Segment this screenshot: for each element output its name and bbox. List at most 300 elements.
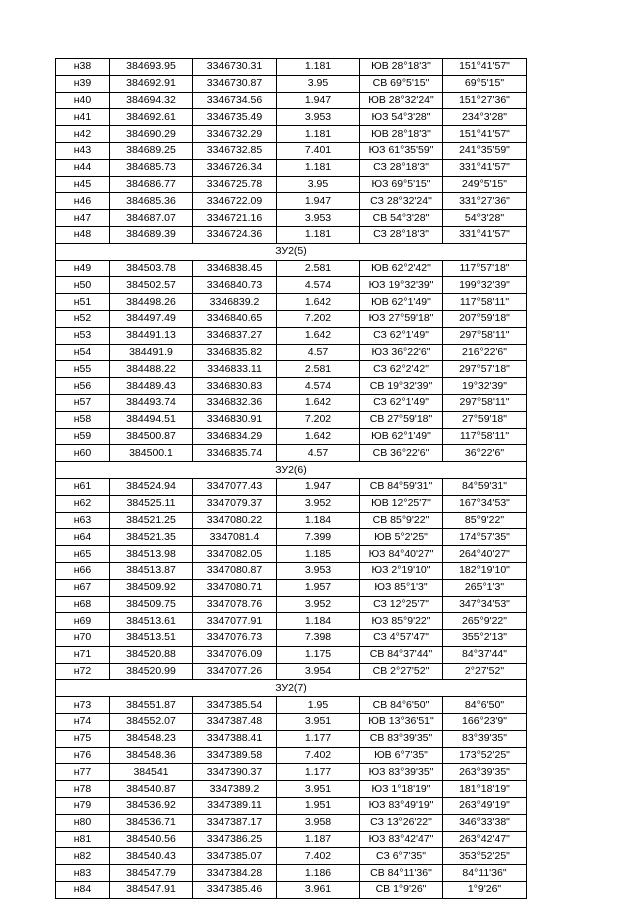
y-coordinate-cell: 3346837.27 bbox=[193, 327, 277, 344]
azimuth-cell: 234°3'28" bbox=[443, 109, 527, 126]
table-row bbox=[56, 277, 527, 294]
x-coordinate-cell: 384689.39 bbox=[110, 226, 193, 243]
x-coordinate-cell: 384540.43 bbox=[110, 848, 193, 865]
rhumb-cell: СВ 69°5'15" bbox=[360, 75, 443, 92]
rhumb-cell: ЮВ 62°2'42" bbox=[360, 260, 443, 277]
point-id-cell: н70 bbox=[56, 630, 110, 647]
x-coordinate-cell: 384498.26 bbox=[110, 294, 193, 311]
azimuth-cell: 117°58'11" bbox=[443, 428, 527, 445]
y-coordinate-cell: 3347388.41 bbox=[193, 730, 277, 747]
table-row bbox=[56, 714, 527, 731]
point-id-cell: н65 bbox=[56, 546, 110, 563]
azimuth-cell: 199°32'39" bbox=[443, 277, 527, 294]
y-coordinate-cell: 3347080.87 bbox=[193, 562, 277, 579]
table-row bbox=[56, 646, 527, 663]
y-coordinate-cell: 3347076.73 bbox=[193, 630, 277, 647]
x-coordinate-cell: 384497.49 bbox=[110, 310, 193, 327]
distance-cell: 1.642 bbox=[277, 428, 360, 445]
azimuth-cell: 353°52'25" bbox=[443, 848, 527, 865]
distance-cell: 1.642 bbox=[277, 294, 360, 311]
x-coordinate-cell: 384536.71 bbox=[110, 814, 193, 831]
rhumb-cell: СВ 36°22'6" bbox=[360, 445, 443, 462]
azimuth-cell: 297°58'11" bbox=[443, 394, 527, 411]
distance-cell: 7.402 bbox=[277, 848, 360, 865]
rhumb-cell: ЮЗ 1°18'19" bbox=[360, 781, 443, 798]
rhumb-cell: СЗ 28°32'24" bbox=[360, 193, 443, 210]
azimuth-cell: 84°6'50" bbox=[443, 697, 527, 714]
azimuth-cell: 151°27'36" bbox=[443, 92, 527, 109]
rhumb-cell: ЮВ 28°18'3" bbox=[360, 126, 443, 143]
distance-cell: 3.95 bbox=[277, 176, 360, 193]
x-coordinate-cell: 384548.23 bbox=[110, 730, 193, 747]
distance-cell: 4.57 bbox=[277, 445, 360, 462]
point-id-cell: н54 bbox=[56, 344, 110, 361]
x-coordinate-cell: 384513.61 bbox=[110, 613, 193, 630]
azimuth-cell: 263°39'35" bbox=[443, 764, 527, 781]
x-coordinate-cell: 384493.74 bbox=[110, 394, 193, 411]
table-row bbox=[56, 193, 527, 210]
table-row bbox=[56, 226, 527, 243]
azimuth-cell: 84°11'36" bbox=[443, 865, 527, 882]
table-row bbox=[56, 260, 527, 277]
rhumb-cell: СЗ 28°18'3" bbox=[360, 159, 443, 176]
x-coordinate-cell: 384489.43 bbox=[110, 378, 193, 395]
azimuth-cell: 346°33'38" bbox=[443, 814, 527, 831]
x-coordinate-cell: 384541 bbox=[110, 764, 193, 781]
rhumb-cell: СВ 54°3'28" bbox=[360, 210, 443, 227]
distance-cell: 1.181 bbox=[277, 159, 360, 176]
table-row bbox=[56, 546, 527, 563]
point-id-cell: н52 bbox=[56, 310, 110, 327]
distance-cell: 7.398 bbox=[277, 630, 360, 647]
table-row bbox=[56, 59, 527, 76]
rhumb-cell: СЗ 62°1'49" bbox=[360, 327, 443, 344]
y-coordinate-cell: 3347385.46 bbox=[193, 882, 277, 899]
point-id-cell: н72 bbox=[56, 663, 110, 680]
rhumb-cell: СВ 84°59'31" bbox=[360, 478, 443, 495]
azimuth-cell: 263°49'19" bbox=[443, 798, 527, 815]
distance-cell: 7.202 bbox=[277, 411, 360, 428]
section-header-row bbox=[56, 462, 527, 479]
rhumb-cell: СВ 85°9'22" bbox=[360, 512, 443, 529]
table-row bbox=[56, 394, 527, 411]
x-coordinate-cell: 384694.32 bbox=[110, 92, 193, 109]
section-title: ЗУ2(5) bbox=[56, 243, 527, 260]
azimuth-cell: 69°5'15" bbox=[443, 75, 527, 92]
rhumb-cell: ЮВ 62°1'49" bbox=[360, 294, 443, 311]
point-id-cell: н75 bbox=[56, 730, 110, 747]
x-coordinate-cell: 384687.07 bbox=[110, 210, 193, 227]
distance-cell: 1.642 bbox=[277, 394, 360, 411]
distance-cell: 1.184 bbox=[277, 613, 360, 630]
point-id-cell: н81 bbox=[56, 831, 110, 848]
x-coordinate-cell: 384685.73 bbox=[110, 159, 193, 176]
table-row bbox=[56, 310, 527, 327]
distance-cell: 3.953 bbox=[277, 210, 360, 227]
distance-cell: 3.951 bbox=[277, 714, 360, 731]
x-coordinate-cell: 384513.51 bbox=[110, 630, 193, 647]
azimuth-cell: 85°9'22" bbox=[443, 512, 527, 529]
x-coordinate-cell: 384692.91 bbox=[110, 75, 193, 92]
distance-cell: 3.95 bbox=[277, 75, 360, 92]
rhumb-cell: СЗ 13°26'22" bbox=[360, 814, 443, 831]
y-coordinate-cell: 3346734.56 bbox=[193, 92, 277, 109]
y-coordinate-cell: 3346839.2 bbox=[193, 294, 277, 311]
table-row bbox=[56, 210, 527, 227]
distance-cell: 1.186 bbox=[277, 865, 360, 882]
rhumb-cell: СЗ 62°2'42" bbox=[360, 361, 443, 378]
rhumb-cell: ЮЗ 85°1'3" bbox=[360, 579, 443, 596]
table-row bbox=[56, 831, 527, 848]
rhumb-cell: ЮЗ 83°42'47" bbox=[360, 831, 443, 848]
rhumb-cell: ЮЗ 19°32'39" bbox=[360, 277, 443, 294]
point-id-cell: н41 bbox=[56, 109, 110, 126]
table-row bbox=[56, 848, 527, 865]
y-coordinate-cell: 3346835.74 bbox=[193, 445, 277, 462]
rhumb-cell: ЮВ 62°1'49" bbox=[360, 428, 443, 445]
point-id-cell: н80 bbox=[56, 814, 110, 831]
table-row bbox=[56, 562, 527, 579]
y-coordinate-cell: 3347079.37 bbox=[193, 495, 277, 512]
rhumb-cell: ЮЗ 84°40'27" bbox=[360, 546, 443, 563]
x-coordinate-cell: 384491.13 bbox=[110, 327, 193, 344]
azimuth-cell: 19°32'39" bbox=[443, 378, 527, 395]
distance-cell: 1.181 bbox=[277, 59, 360, 76]
x-coordinate-cell: 384488.22 bbox=[110, 361, 193, 378]
rhumb-cell: ЮВ 12°25'7" bbox=[360, 495, 443, 512]
point-id-cell: н53 bbox=[56, 327, 110, 344]
y-coordinate-cell: 3346833.11 bbox=[193, 361, 277, 378]
rhumb-cell: СВ 27°59'18" bbox=[360, 411, 443, 428]
distance-cell: 2.581 bbox=[277, 361, 360, 378]
point-id-cell: н79 bbox=[56, 798, 110, 815]
distance-cell: 3.961 bbox=[277, 882, 360, 899]
distance-cell: 1.947 bbox=[277, 92, 360, 109]
rhumb-cell: СЗ 6°7'35" bbox=[360, 848, 443, 865]
x-coordinate-cell: 384540.87 bbox=[110, 781, 193, 798]
point-id-cell: н38 bbox=[56, 59, 110, 76]
point-id-cell: н66 bbox=[56, 562, 110, 579]
x-coordinate-cell: 384503.78 bbox=[110, 260, 193, 277]
rhumb-cell: СВ 1°9'26" bbox=[360, 882, 443, 899]
section-header-row bbox=[56, 680, 527, 697]
distance-cell: 1.181 bbox=[277, 126, 360, 143]
table-row bbox=[56, 478, 527, 495]
point-id-cell: н83 bbox=[56, 865, 110, 882]
distance-cell: 3.958 bbox=[277, 814, 360, 831]
table-row bbox=[56, 445, 527, 462]
y-coordinate-cell: 3347077.26 bbox=[193, 663, 277, 680]
rhumb-cell: СВ 84°11'36" bbox=[360, 865, 443, 882]
table-row bbox=[56, 411, 527, 428]
distance-cell: 1.177 bbox=[277, 730, 360, 747]
azimuth-cell: 249°5'15" bbox=[443, 176, 527, 193]
rhumb-cell: ЮВ 6°7'35" bbox=[360, 747, 443, 764]
point-id-cell: н63 bbox=[56, 512, 110, 529]
distance-cell: 3.951 bbox=[277, 781, 360, 798]
table-row bbox=[56, 378, 527, 395]
coordinates-table-body bbox=[56, 59, 527, 899]
point-id-cell: н73 bbox=[56, 697, 110, 714]
table-row bbox=[56, 495, 527, 512]
azimuth-cell: 173°52'25" bbox=[443, 747, 527, 764]
table-row bbox=[56, 176, 527, 193]
point-id-cell: н84 bbox=[56, 882, 110, 899]
x-coordinate-cell: 384692.61 bbox=[110, 109, 193, 126]
x-coordinate-cell: 384491.9 bbox=[110, 344, 193, 361]
x-coordinate-cell: 384551.87 bbox=[110, 697, 193, 714]
distance-cell: 1.184 bbox=[277, 512, 360, 529]
rhumb-cell: СЗ 28°18'3" bbox=[360, 226, 443, 243]
distance-cell: 7.202 bbox=[277, 310, 360, 327]
azimuth-cell: 263°42'47" bbox=[443, 831, 527, 848]
point-id-cell: н42 bbox=[56, 126, 110, 143]
x-coordinate-cell: 384536.92 bbox=[110, 798, 193, 815]
y-coordinate-cell: 3347384.28 bbox=[193, 865, 277, 882]
section-title: ЗУ2(6) bbox=[56, 462, 527, 479]
point-id-cell: н59 bbox=[56, 428, 110, 445]
rhumb-cell: СВ 2°27'52" bbox=[360, 663, 443, 680]
azimuth-cell: 151°41'57" bbox=[443, 126, 527, 143]
rhumb-cell: СВ 19°32'39" bbox=[360, 378, 443, 395]
distance-cell: 1.951 bbox=[277, 798, 360, 815]
point-id-cell: н56 bbox=[56, 378, 110, 395]
distance-cell: 4.574 bbox=[277, 277, 360, 294]
table-row bbox=[56, 865, 527, 882]
rhumb-cell: ЮЗ 83°49'19" bbox=[360, 798, 443, 815]
azimuth-cell: 265°1'3" bbox=[443, 579, 527, 596]
rhumb-cell: ЮЗ 54°3'28" bbox=[360, 109, 443, 126]
table-row bbox=[56, 596, 527, 613]
y-coordinate-cell: 3347387.48 bbox=[193, 714, 277, 731]
distance-cell: 3.954 bbox=[277, 663, 360, 680]
x-coordinate-cell: 384686.77 bbox=[110, 176, 193, 193]
table-row bbox=[56, 109, 527, 126]
azimuth-cell: 207°59'18" bbox=[443, 310, 527, 327]
azimuth-cell: 27°59'18" bbox=[443, 411, 527, 428]
x-coordinate-cell: 384521.25 bbox=[110, 512, 193, 529]
rhumb-cell: ЮЗ 2°19'10" bbox=[360, 562, 443, 579]
point-id-cell: н76 bbox=[56, 747, 110, 764]
point-id-cell: н55 bbox=[56, 361, 110, 378]
table-row bbox=[56, 630, 527, 647]
x-coordinate-cell: 384494.51 bbox=[110, 411, 193, 428]
x-coordinate-cell: 384509.92 bbox=[110, 579, 193, 596]
distance-cell: 3.953 bbox=[277, 109, 360, 126]
azimuth-cell: 264°40'27" bbox=[443, 546, 527, 563]
table-row bbox=[56, 327, 527, 344]
azimuth-cell: 117°57'18" bbox=[443, 260, 527, 277]
azimuth-cell: 36°22'6" bbox=[443, 445, 527, 462]
point-id-cell: н39 bbox=[56, 75, 110, 92]
y-coordinate-cell: 3346830.91 bbox=[193, 411, 277, 428]
y-coordinate-cell: 3346838.45 bbox=[193, 260, 277, 277]
point-id-cell: н78 bbox=[56, 781, 110, 798]
y-coordinate-cell: 3347077.43 bbox=[193, 478, 277, 495]
table-row bbox=[56, 798, 527, 815]
azimuth-cell: 166°23'9" bbox=[443, 714, 527, 731]
azimuth-cell: 355°2'13" bbox=[443, 630, 527, 647]
y-coordinate-cell: 3347385.54 bbox=[193, 697, 277, 714]
point-id-cell: н69 bbox=[56, 613, 110, 630]
y-coordinate-cell: 3347082.05 bbox=[193, 546, 277, 563]
rhumb-cell: ЮВ 13°36'51" bbox=[360, 714, 443, 731]
point-id-cell: н62 bbox=[56, 495, 110, 512]
y-coordinate-cell: 3346726.34 bbox=[193, 159, 277, 176]
point-id-cell: н61 bbox=[56, 478, 110, 495]
y-coordinate-cell: 3346832.36 bbox=[193, 394, 277, 411]
rhumb-cell: СЗ 12°25'7" bbox=[360, 596, 443, 613]
azimuth-cell: 151°41'57" bbox=[443, 59, 527, 76]
distance-cell: 1.947 bbox=[277, 193, 360, 210]
y-coordinate-cell: 3347078.76 bbox=[193, 596, 277, 613]
y-coordinate-cell: 3347389.11 bbox=[193, 798, 277, 815]
coordinates-table bbox=[55, 58, 527, 899]
y-coordinate-cell: 3346732.29 bbox=[193, 126, 277, 143]
x-coordinate-cell: 384525.11 bbox=[110, 495, 193, 512]
point-id-cell: н48 bbox=[56, 226, 110, 243]
azimuth-cell: 297°57'18" bbox=[443, 361, 527, 378]
section-header-row bbox=[56, 243, 527, 260]
table-row bbox=[56, 764, 527, 781]
rhumb-cell: СВ 83°39'35" bbox=[360, 730, 443, 747]
point-id-cell: н77 bbox=[56, 764, 110, 781]
table-row bbox=[56, 75, 527, 92]
point-id-cell: н49 bbox=[56, 260, 110, 277]
table-row bbox=[56, 613, 527, 630]
table-row bbox=[56, 294, 527, 311]
y-coordinate-cell: 3346725.78 bbox=[193, 176, 277, 193]
distance-cell: 1.175 bbox=[277, 646, 360, 663]
y-coordinate-cell: 3347385.07 bbox=[193, 848, 277, 865]
y-coordinate-cell: 3346840.65 bbox=[193, 310, 277, 327]
distance-cell: 1.957 bbox=[277, 579, 360, 596]
y-coordinate-cell: 3347080.71 bbox=[193, 579, 277, 596]
point-id-cell: н58 bbox=[56, 411, 110, 428]
table-row bbox=[56, 512, 527, 529]
point-id-cell: н43 bbox=[56, 142, 110, 159]
table-row bbox=[56, 159, 527, 176]
y-coordinate-cell: 3346732.85 bbox=[193, 142, 277, 159]
y-coordinate-cell: 3346735.49 bbox=[193, 109, 277, 126]
y-coordinate-cell: 3346721.16 bbox=[193, 210, 277, 227]
point-id-cell: н67 bbox=[56, 579, 110, 596]
rhumb-cell: ЮЗ 27°59'18" bbox=[360, 310, 443, 327]
x-coordinate-cell: 384500.87 bbox=[110, 428, 193, 445]
distance-cell: 1.187 bbox=[277, 831, 360, 848]
point-id-cell: н68 bbox=[56, 596, 110, 613]
azimuth-cell: 331°41'57" bbox=[443, 226, 527, 243]
x-coordinate-cell: 384502.57 bbox=[110, 277, 193, 294]
distance-cell: 3.952 bbox=[277, 495, 360, 512]
distance-cell: 1.95 bbox=[277, 697, 360, 714]
y-coordinate-cell: 3347389.2 bbox=[193, 781, 277, 798]
rhumb-cell: ЮВ 5°2'25" bbox=[360, 529, 443, 546]
table-row bbox=[56, 882, 527, 899]
azimuth-cell: 117°58'11" bbox=[443, 294, 527, 311]
x-coordinate-cell: 384693.95 bbox=[110, 59, 193, 76]
point-id-cell: н82 bbox=[56, 848, 110, 865]
point-id-cell: н46 bbox=[56, 193, 110, 210]
x-coordinate-cell: 384690.29 bbox=[110, 126, 193, 143]
distance-cell: 7.402 bbox=[277, 747, 360, 764]
table-row bbox=[56, 663, 527, 680]
azimuth-cell: 347°34'53" bbox=[443, 596, 527, 613]
y-coordinate-cell: 3346835.82 bbox=[193, 344, 277, 361]
y-coordinate-cell: 3346730.87 bbox=[193, 75, 277, 92]
x-coordinate-cell: 384685.36 bbox=[110, 193, 193, 210]
table-row bbox=[56, 92, 527, 109]
point-id-cell: н51 bbox=[56, 294, 110, 311]
point-id-cell: н50 bbox=[56, 277, 110, 294]
point-id-cell: н74 bbox=[56, 714, 110, 731]
y-coordinate-cell: 3347081.4 bbox=[193, 529, 277, 546]
x-coordinate-cell: 384513.98 bbox=[110, 546, 193, 563]
azimuth-cell: 182°19'10" bbox=[443, 562, 527, 579]
y-coordinate-cell: 3347077.91 bbox=[193, 613, 277, 630]
x-coordinate-cell: 384524.94 bbox=[110, 478, 193, 495]
point-id-cell: н57 bbox=[56, 394, 110, 411]
rhumb-cell: ЮЗ 69°5'15" bbox=[360, 176, 443, 193]
azimuth-cell: 167°34'53" bbox=[443, 495, 527, 512]
azimuth-cell: 1°9'26" bbox=[443, 882, 527, 899]
azimuth-cell: 331°41'57" bbox=[443, 159, 527, 176]
x-coordinate-cell: 384547.91 bbox=[110, 882, 193, 899]
azimuth-cell: 297°58'11" bbox=[443, 327, 527, 344]
y-coordinate-cell: 3346730.31 bbox=[193, 59, 277, 76]
azimuth-cell: 174°57'35" bbox=[443, 529, 527, 546]
rhumb-cell: ЮЗ 85°9'22" bbox=[360, 613, 443, 630]
x-coordinate-cell: 384513.87 bbox=[110, 562, 193, 579]
distance-cell: 4.574 bbox=[277, 378, 360, 395]
y-coordinate-cell: 3346834.29 bbox=[193, 428, 277, 445]
table-row bbox=[56, 730, 527, 747]
y-coordinate-cell: 3347386.25 bbox=[193, 831, 277, 848]
distance-cell: 4.57 bbox=[277, 344, 360, 361]
azimuth-cell: 331°27'36" bbox=[443, 193, 527, 210]
table-row bbox=[56, 344, 527, 361]
distance-cell: 1.181 bbox=[277, 226, 360, 243]
table-row bbox=[56, 529, 527, 546]
y-coordinate-cell: 3346722.09 bbox=[193, 193, 277, 210]
y-coordinate-cell: 3347080.22 bbox=[193, 512, 277, 529]
y-coordinate-cell: 3346724.36 bbox=[193, 226, 277, 243]
distance-cell: 3.952 bbox=[277, 596, 360, 613]
x-coordinate-cell: 384689.25 bbox=[110, 142, 193, 159]
point-id-cell: н45 bbox=[56, 176, 110, 193]
y-coordinate-cell: 3346830.83 bbox=[193, 378, 277, 395]
azimuth-cell: 54°3'28" bbox=[443, 210, 527, 227]
distance-cell: 1.177 bbox=[277, 764, 360, 781]
y-coordinate-cell: 3347076.09 bbox=[193, 646, 277, 663]
x-coordinate-cell: 384552.07 bbox=[110, 714, 193, 731]
distance-cell: 1.947 bbox=[277, 478, 360, 495]
table-row bbox=[56, 428, 527, 445]
x-coordinate-cell: 384520.88 bbox=[110, 646, 193, 663]
table-row bbox=[56, 781, 527, 798]
y-coordinate-cell: 3346840.73 bbox=[193, 277, 277, 294]
point-id-cell: н44 bbox=[56, 159, 110, 176]
x-coordinate-cell: 384521.35 bbox=[110, 529, 193, 546]
point-id-cell: н40 bbox=[56, 92, 110, 109]
point-id-cell: н47 bbox=[56, 210, 110, 227]
azimuth-cell: 84°59'31" bbox=[443, 478, 527, 495]
rhumb-cell: ЮВ 28°18'3" bbox=[360, 59, 443, 76]
table-row bbox=[56, 814, 527, 831]
table-row bbox=[56, 697, 527, 714]
distance-cell: 7.399 bbox=[277, 529, 360, 546]
rhumb-cell: СЗ 62°1'49" bbox=[360, 394, 443, 411]
